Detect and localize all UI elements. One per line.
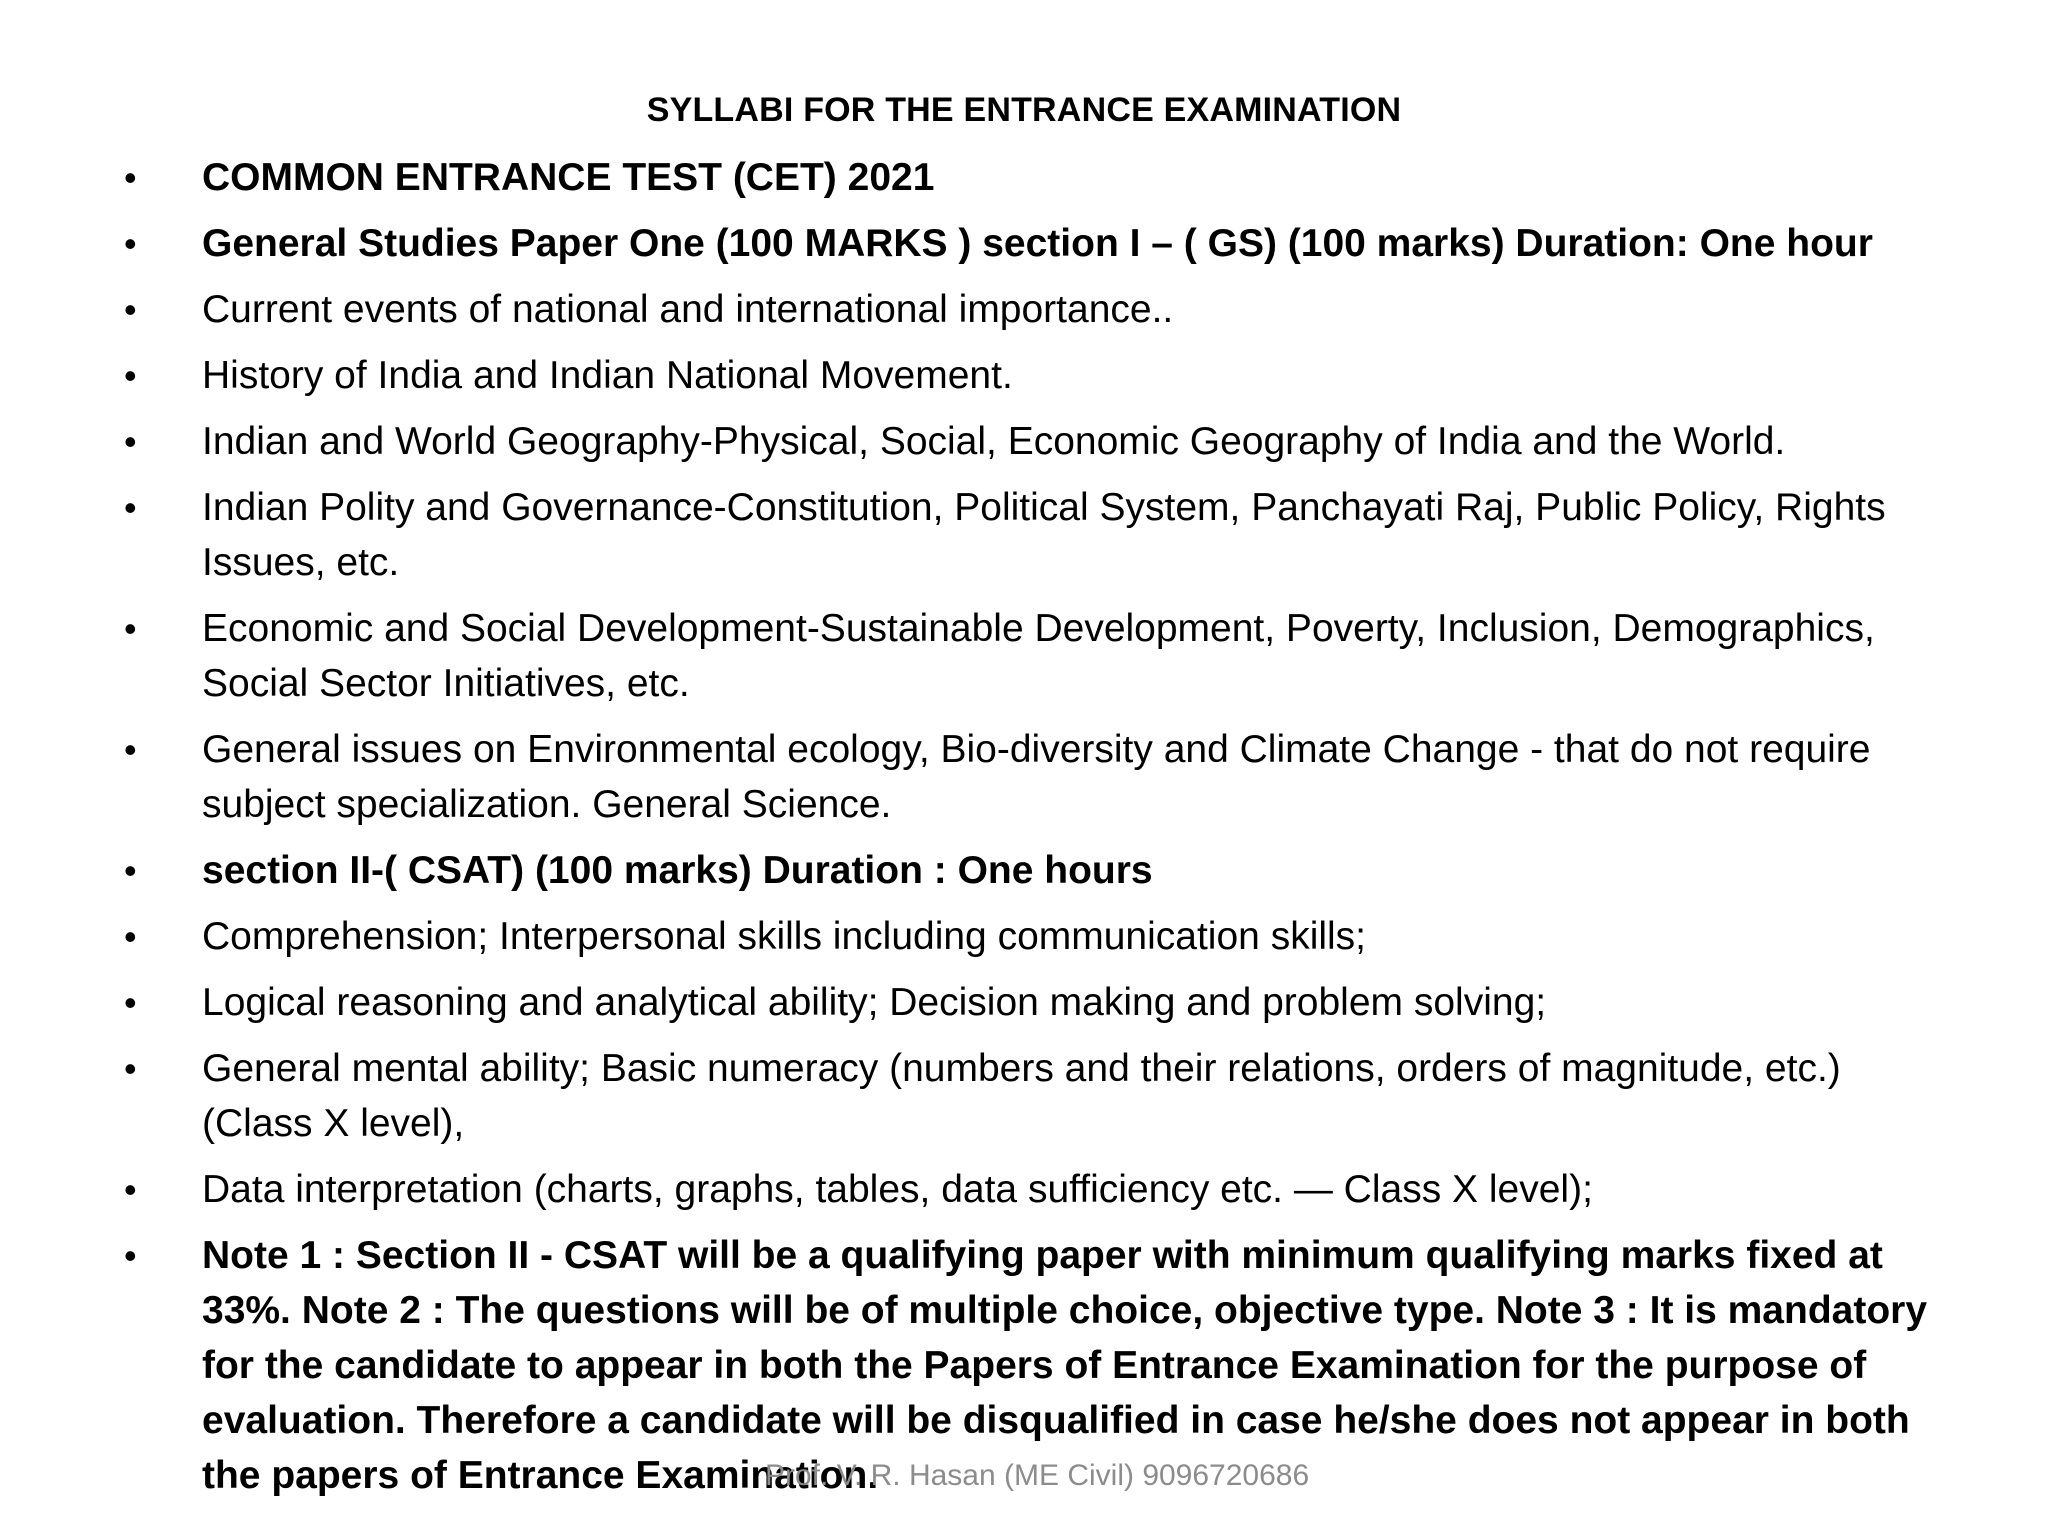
bullet-icon: • (124, 608, 137, 649)
bullet-text: Indian Polity and Governance-Constitution, Political System, Panchayati Raj, Public Policy, Rights Issues, etc. (202, 486, 1886, 584)
bullet-icon: • (124, 355, 137, 396)
bullet-text: Economic and Social Development-Sustainable Development, Poverty, Inclusion, Demographics, Social Sector Initiatives, etc. (202, 607, 1875, 705)
list-item (120, 1041, 1950, 1151)
bullet-text: section II-( CSAT) (100 marks) Duration : One hours (202, 849, 1153, 892)
bullet-icon: • (124, 421, 137, 462)
bullet-icon: • (124, 916, 137, 957)
list-item (120, 150, 1950, 205)
bullet-text: Data interpretation (charts, graphs, tables, data sufficiency etc. — Class X level); (202, 1168, 1593, 1211)
bullet-icon: • (124, 850, 137, 891)
bullet-text: Comprehension; Interpersonal skills including communication skills; (202, 915, 1367, 958)
list-item (120, 1162, 1950, 1217)
bullet-icon: • (124, 487, 137, 528)
list-item (120, 348, 1950, 403)
bullet-icon: • (124, 729, 137, 770)
bullet-text: History of India and Indian National Movement. (202, 354, 1013, 397)
list-item (120, 414, 1950, 469)
bullet-text: Logical reasoning and analytical ability; Decision making and problem solving; (202, 981, 1547, 1024)
list-item (120, 975, 1950, 1030)
page-title: SYLLABI FOR THE ENTRANCE EXAMINATION (646, 91, 1402, 129)
bullet-text: Current events of national and international importance.. (202, 288, 1174, 331)
syllabus-bullet-list (120, 150, 1950, 1514)
bullet-icon: • (124, 223, 137, 264)
bullet-text: COMMON ENTRANCE TEST (CET) 2021 (202, 156, 935, 199)
bullet-icon: • (124, 1048, 137, 1089)
bullet-icon: • (124, 1235, 137, 1276)
bullet-text: General Studies Paper One (100 MARKS ) section I – ( GS) (100 marks) Duration: One hour (202, 222, 1873, 265)
bullet-icon: • (124, 289, 137, 330)
bullet-icon: • (124, 982, 137, 1023)
bullet-icon: • (124, 1169, 137, 1210)
list-item (120, 216, 1950, 271)
list-item (120, 480, 1950, 590)
list-item (120, 722, 1950, 832)
bullet-icon: • (124, 157, 137, 198)
list-item (120, 843, 1950, 898)
bullet-text: Indian and World Geography-Physical, Social, Economic Geography of India and the World. (202, 420, 1786, 463)
bullet-text: General mental ability; Basic numeracy (numbers and their relations, orders of magnitude, etc.) (Class X level), (202, 1047, 1841, 1145)
list-item (120, 282, 1950, 337)
footer-credit: Prof. V. R. Hasan (ME Civil) 9096720686 (765, 1459, 1310, 1492)
bullet-text: Note 1 : Section II - CSAT will be a qualifying paper with minimum qualifying marks fixed at 33%. Note 2 : The questions will be of multiple choice, objective type. Note 3 : It is mandatory for the candidate to appear in both the Papers of Entrance Examination for the purpose of evaluation. Therefore a candidate will be disqualified in case he/she does not appear in both the papers of Entrance Examination. (202, 1234, 1928, 1497)
bullet-text: General issues on Environmental ecology, Bio-diversity and Climate Change - that do not require subject specialization. General Science. (202, 728, 1871, 826)
list-item (120, 909, 1950, 964)
list-item (120, 601, 1950, 711)
